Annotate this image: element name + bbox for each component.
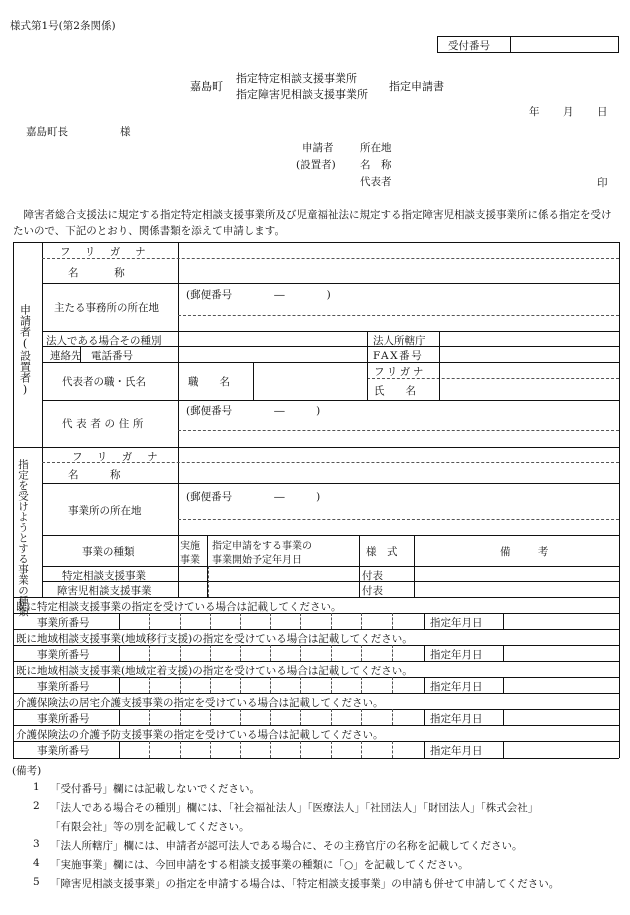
jurisdiction-label: 法人所轄庁 (373, 335, 426, 347)
note-number: 1 (33, 781, 40, 793)
location-label: 所在地 (360, 142, 392, 154)
business-section-label: 指定を受けようとする事業の種類 (17, 459, 30, 617)
date-month: 月 (563, 106, 574, 118)
applicant-label: 申請者 (302, 142, 334, 154)
office-number-label: 事業所番号 (37, 617, 90, 629)
position-label: 職 名 (188, 376, 230, 388)
notes-heading: (備考) (12, 765, 42, 777)
title-line1: 指定特定相談支援事業所 (236, 72, 357, 85)
postal-code-field[interactable]: (郵便番号 ― ) (186, 289, 331, 301)
fax-label: FAX番号 (373, 350, 424, 362)
note-text: 「障害児相談支援事業」の指定を申請する場合は、「特定相談支援事業」の申請も併せて申請してください。 (50, 878, 560, 890)
designation-date-label: 指定年月日 (430, 617, 483, 629)
existing-note-2: 既に地域相談支援事業(地域移行支援)の指定を受けている場合は記載してください。 (16, 633, 413, 645)
note-text: 「法人である場合その種別」欄には、「社会福祉法人」「医療法人」「社団法人」「財団法人」「株式会社」 (50, 802, 539, 814)
establisher-label: (設置者) (296, 159, 336, 171)
note-text: 「法人所轄庁」欄には、申請者が認可法人である場合に、その主務官庁の名称を記載してください。 (50, 840, 523, 852)
format-cell: 付表 (362, 570, 383, 582)
corp-type-label: 法人である場合その種別 (46, 335, 162, 347)
start-date-header-l1: 指定申請をする事業の (212, 541, 312, 552)
existing-note-5: 介護保険法の介護予防支援事業の指定を受けている場合は記載してください。 (16, 729, 384, 741)
title-line2: 指定障害児相談支援事業所 (236, 88, 368, 101)
designation-date-label: 指定年月日 (430, 649, 483, 661)
existing-note-4: 介護保険法の居宅介護支援事業の指定を受けている場合は記載してください。 (16, 697, 384, 709)
phone-label: 電話番号 (91, 350, 133, 362)
form-number: 様式第1号(第2条関係) (10, 20, 116, 32)
note-text: 「有限会社」等の別を記載してください。 (50, 821, 250, 833)
contact-label: 連絡先 (50, 350, 82, 362)
representative-title-name-label: 代表者の職・氏名 (62, 376, 146, 388)
designation-date-label: 指定年月日 (430, 681, 483, 693)
existing-note-1: 既に特定相談支援事業の指定を受けている場合は記載してください。 (16, 601, 342, 613)
designation-date-label: 指定年月日 (430, 713, 483, 725)
seal-mark: 印 (597, 177, 608, 189)
addressee: 嘉島町長 (26, 126, 68, 138)
business-postal-code-field[interactable]: (郵便番号 ― ) (186, 491, 321, 503)
business-furigana-label: フリガナ (72, 451, 173, 463)
remarks-header: 備 考 (500, 546, 557, 558)
name-label: 名 称 (360, 159, 392, 171)
business-type-header: 事業の種類 (82, 546, 135, 558)
existing-note-3: 既に地域相談支援事業(地域定着支援)の指定を受けている場合は記載してください。 (16, 665, 413, 677)
implementation-header-l1: 実施 (180, 541, 200, 552)
note-number: 4 (33, 857, 40, 869)
office-number-label: 事業所番号 (37, 713, 90, 725)
note-text: 「実施事業」欄には、今回申請をする相談支援事業の種類に「○」を記載してください。 (50, 859, 469, 871)
office-location-label: 事業所の所在地 (68, 505, 142, 517)
representative-furigana-label: フリガナ (374, 366, 426, 378)
rep-postal-code-field[interactable]: (郵便番号 ― ) (186, 405, 321, 417)
office-number-label: 事業所番号 (37, 745, 90, 757)
full-name-label: 氏 名 (374, 385, 416, 397)
implementation-header-l2: 事業 (180, 555, 200, 566)
note-number: 2 (33, 800, 40, 812)
note-text: 「受付番号」欄には記載しないでください。 (50, 783, 260, 795)
receipt-number-label: 受付番号 (448, 40, 490, 52)
name-label: 名称 (68, 267, 161, 279)
business-name-label: 名 称 (68, 469, 121, 481)
town-name: 嘉島町 (190, 80, 223, 93)
format-cell: 付表 (362, 585, 383, 597)
intro-paragraph: 障害者総合支援法に規定する指定特定相談支援事業所及び児童福祉法に規定する指定障害児相談支援事業所に係る指定を受けたいので、下記のとおり、関係書類を添えて申請します。 (13, 209, 612, 237)
designation-date-label: 指定年月日 (430, 745, 483, 757)
honorific: 様 (120, 126, 131, 138)
office-address-label: 主たる事務所の所在地 (54, 302, 159, 314)
title-suffix: 指定申請書 (389, 80, 444, 93)
applicant-section-label: 申請者(設置者) (18, 304, 32, 396)
representative-address-label: 代表者の住所 (62, 418, 148, 430)
note-number: 5 (33, 876, 40, 888)
business-type-row: 特定相談支援事業 (62, 570, 146, 582)
start-date-header-l2: 事業開始予定年月日 (212, 555, 302, 566)
office-number-label: 事業所番号 (37, 649, 90, 661)
representative-label: 代表者 (360, 176, 392, 188)
format-header: 様 式 (366, 546, 398, 558)
furigana-label: フリガナ (60, 246, 161, 258)
office-number-label: 事業所番号 (37, 681, 90, 693)
date-year: 年 (529, 106, 540, 118)
note-number: 3 (33, 838, 40, 850)
business-type-row: 障害児相談支援事業 (57, 585, 152, 597)
date-day: 日 (597, 106, 608, 118)
